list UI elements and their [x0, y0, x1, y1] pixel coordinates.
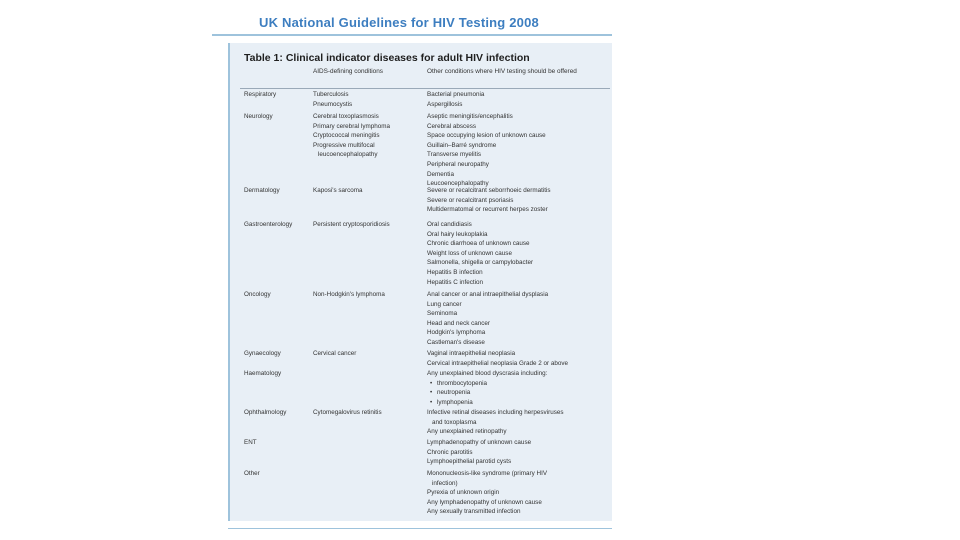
condition-item: Kaposi's sarcoma: [313, 187, 363, 194]
condition-item: Cervical intraepithelial neoplasia Grade 2 or above: [427, 359, 569, 367]
other-conditions-cell: [427, 469, 607, 517]
condition-item: • lymphopenia: [427, 398, 607, 408]
condition-item: Peripheral neuropathy: [427, 160, 489, 168]
other-conditions-cell: [427, 90, 607, 109]
condition-item: Any lymphadenopathy of unknown cause: [427, 498, 542, 506]
condition-item: Severe or recalcitrant psoriasis: [427, 196, 514, 204]
condition-item: Bacterial pneumonia: [427, 91, 485, 98]
condition-item: Cerebral abscess: [427, 122, 476, 130]
condition-item: Oral candidiasis: [427, 221, 472, 228]
condition-item: Cytomegalovirus retinitis: [313, 409, 382, 416]
condition-item: Castleman's disease: [427, 338, 485, 346]
row-category: Respiratory: [244, 90, 277, 98]
condition-item: Hepatitis C infection: [427, 278, 483, 286]
condition-item: Anal cancer or anal intraepithelial dysplasia: [427, 291, 549, 298]
condition-item: Cryptococcal meningitis: [313, 132, 380, 140]
row-category: ENT: [244, 438, 257, 446]
row-category: Dermatology: [244, 186, 280, 194]
condition-item: Aspergillosis: [427, 100, 463, 108]
condition-item: Any sexually transmitted infection: [427, 508, 521, 516]
condition-item: • neutropenia: [427, 388, 607, 398]
aids-defining-cell: [313, 112, 418, 160]
condition-item: Guillain–Barré syndrome: [427, 141, 497, 149]
other-conditions-cell: [427, 186, 607, 215]
row-category: Haematology: [244, 369, 282, 377]
other-conditions-cell: [427, 369, 607, 407]
aids-defining-cell: [313, 290, 418, 300]
condition-item: Hepatitis B infection: [427, 268, 483, 276]
condition-item: Oral hairy leukoplakia: [427, 230, 488, 238]
condition-item: Lung cancer: [427, 300, 462, 308]
condition-item: Mononucleosis-like syndrome (primary HIV: [427, 470, 548, 477]
condition-item: Non-Hodgkin's lymphoma: [313, 291, 385, 298]
aids-defining-cell: [313, 349, 418, 359]
condition-item: Dementia: [427, 170, 454, 178]
condition-item: Lymphadenopathy of unknown cause: [427, 439, 532, 446]
other-conditions-cell: [427, 220, 607, 287]
condition-item: Any unexplained retinopathy: [427, 428, 507, 436]
condition-item: Lymphoepithelial parotid cysts: [427, 458, 512, 466]
condition-item: Cervical cancer: [313, 350, 357, 357]
condition-item: Any unexplained blood dyscrasia including:: [427, 370, 548, 377]
condition-item: and toxoplasma: [432, 418, 477, 426]
row-category: Neurology: [244, 112, 273, 120]
other-conditions-cell: [427, 349, 607, 368]
table-title: Table 1: Clinical indicator diseases for adult HIV infection: [244, 52, 530, 64]
panel-border: [228, 43, 230, 521]
row-category: Gynaecology: [244, 349, 281, 357]
condition-item: Space occupying lesion of unknown cause: [427, 132, 546, 140]
condition-item: Seminoma: [427, 310, 458, 318]
condition-item: Infective retinal diseases including herpesviruses: [427, 409, 564, 416]
header-divider: [240, 88, 610, 89]
row-category: Gastroenterology: [244, 220, 293, 228]
condition-item: Salmonella, shigella or campylobacter: [427, 259, 534, 267]
condition-item: Tuberculosis: [313, 91, 349, 98]
condition-item: Chronic diarrhoea of unknown cause: [427, 240, 530, 248]
condition-item: Transverse myelitis: [427, 151, 481, 159]
row-category: Oncology: [244, 290, 271, 298]
condition-item: Pyrexia of unknown origin: [427, 489, 500, 497]
condition-item: Primary cerebral lymphoma: [313, 122, 390, 130]
condition-item: Cerebral toxoplasmosis: [313, 113, 379, 120]
condition-item: leucoencephalopathy: [318, 151, 378, 159]
condition-item: Weight loss of unknown cause: [427, 249, 512, 257]
condition-item: Aseptic meningitis/encephalitis: [427, 113, 513, 120]
condition-item: Multidermatomal or recurrent herpes zoster: [427, 206, 548, 214]
condition-item: Vaginal intraepithelial neoplasia: [427, 350, 516, 357]
condition-item: • thrombocytopenia: [427, 379, 607, 389]
condition-item: Chronic parotitis: [427, 448, 473, 456]
condition-item: Progressive multifocal: [313, 141, 375, 149]
condition-item: Head and neck cancer: [427, 319, 491, 327]
other-conditions-cell: [427, 438, 607, 467]
condition-item: Leucoencephalopathy: [427, 180, 489, 188]
header-other-conditions: Other conditions where HIV testing should be offered: [427, 68, 577, 75]
aids-defining-cell: [313, 220, 418, 230]
row-category: Ophthalmology: [244, 408, 287, 416]
aids-defining-cell: [313, 90, 418, 109]
title-underline: [212, 34, 612, 36]
document-title: UK National Guidelines for HIV Testing 2008: [259, 15, 539, 30]
other-conditions-cell: [427, 290, 607, 348]
condition-item: Persistent cryptosporidiosis: [313, 221, 390, 228]
bottom-rule: [228, 528, 612, 529]
header-aids-defining: AIDS-defining conditions: [313, 68, 383, 75]
condition-item: Severe or recalcitrant seborrhoeic dermatitis: [427, 187, 551, 194]
condition-item: infection): [432, 479, 458, 487]
other-conditions-cell: [427, 112, 607, 189]
aids-defining-cell: [313, 408, 418, 418]
condition-item: Pneumocystis: [313, 100, 353, 108]
aids-defining-cell: [313, 186, 418, 196]
condition-item: Hodgkin's lymphoma: [427, 329, 486, 337]
other-conditions-cell: [427, 408, 607, 437]
row-category: Other: [244, 469, 260, 477]
